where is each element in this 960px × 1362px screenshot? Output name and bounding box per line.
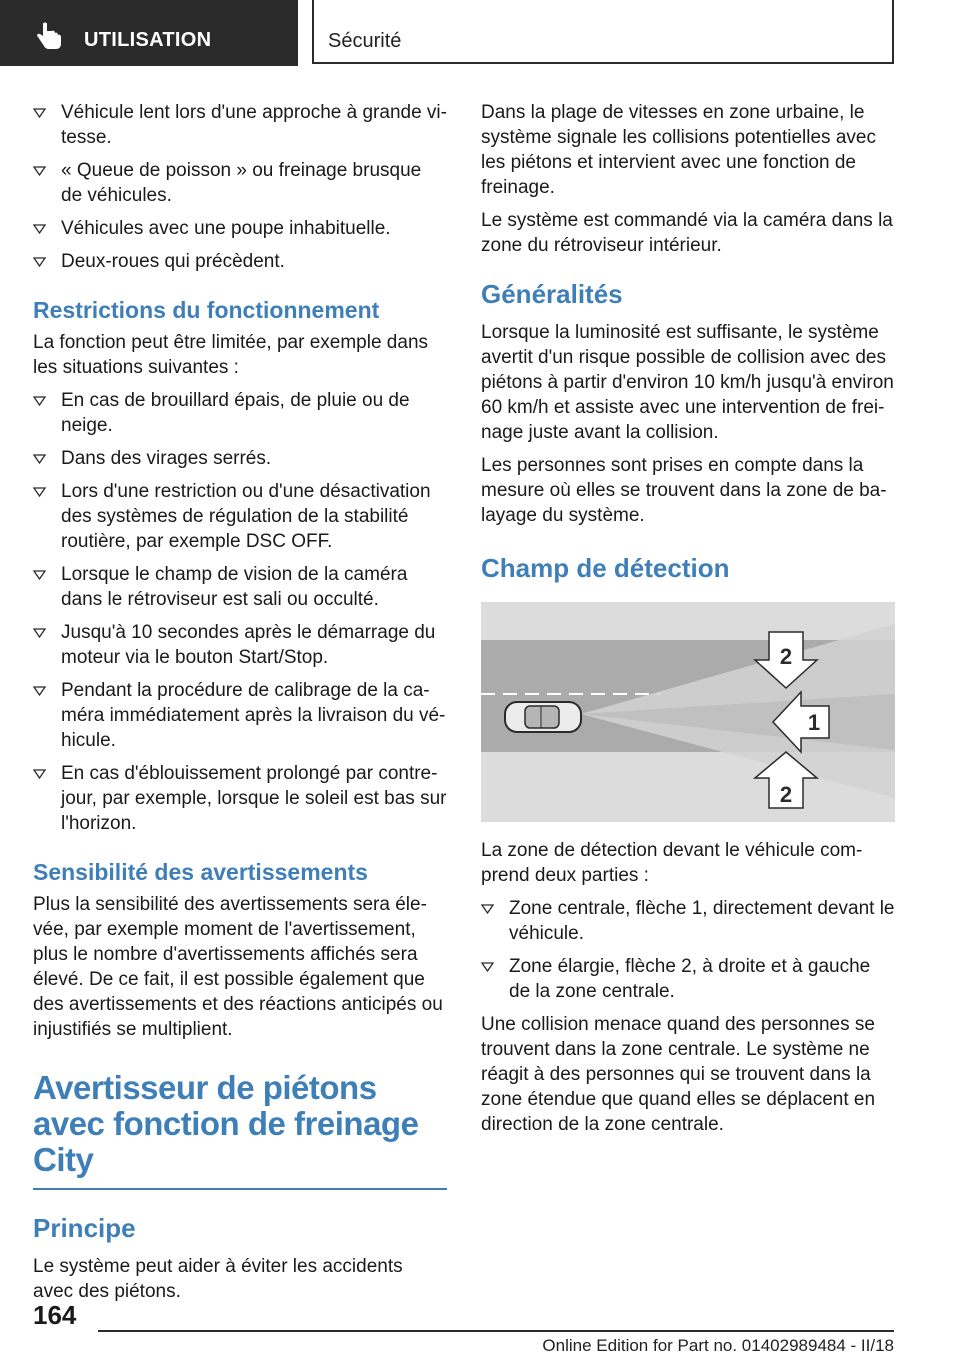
detection-zone-figure: [481, 602, 895, 822]
page-header: [0, 0, 960, 66]
list-item: [33, 158, 447, 208]
list-item-text: Véhicules avec une poupe inhabituelle.: [61, 218, 391, 239]
intro-paragraph-2: Le système est commandé via la caméra dans la zone du rétroviseur intérieur.: [481, 210, 893, 256]
arrow-2-bottom-label: 2: [779, 782, 793, 807]
chapter-tab: [312, 0, 894, 64]
list-item: [33, 479, 447, 554]
bullet-triangle-icon: [33, 769, 46, 779]
general-heading: Généralités: [481, 279, 623, 309]
bullet-triangle-icon: [33, 686, 46, 696]
arrow-1-center-label: 1: [807, 710, 821, 735]
list-item: [481, 896, 895, 946]
bullet-triangle-icon: [33, 108, 46, 118]
list-item-text: Jusqu'à 10 secondes après le démarrage du moteur via le bouton Start/Stop.: [61, 622, 436, 668]
list-item: [33, 562, 447, 612]
list-item-text: Deux-roues qui précèdent.: [61, 251, 285, 272]
main-section-title: Avertisseur de piétons avec fonction de freinage City: [33, 1070, 447, 1190]
list-item-text: Zone élargie, flèche 2, à droite et à gauche de la zone centrale.: [509, 956, 871, 1002]
bullet-triangle-icon: [33, 257, 46, 267]
car-icon: [505, 702, 581, 732]
list-item: [33, 388, 447, 438]
detection-heading: Champ de détection: [481, 553, 730, 583]
list-item-text: Véhicule lent lors d'une approche à grande vi-tesse.: [61, 102, 447, 148]
general-paragraph-1: Lorsque la luminosité est suffisante, le système avertit d'un risque possible de collision avec des piétons à partir d'environ 10 km/h jusqu'à environ 60 km/h et assiste avec une intervention de frei-nage juste avant la collision.: [481, 322, 894, 443]
bullet-triangle-icon: [33, 454, 46, 464]
bullet-triangle-icon: [33, 487, 46, 497]
edition-text: Online Edition for Part no. 01402989484 - II/18: [542, 1336, 894, 1355]
list-item: [33, 620, 447, 670]
bullet-triangle-icon: [33, 224, 46, 234]
list-item: [33, 446, 447, 471]
list-item: [481, 954, 895, 1004]
list-item-text: Lorsque le champ de vision de la caméra dans le rétroviseur est sali ou occulté.: [61, 564, 408, 610]
list-item-text: En cas d'éblouissement prolongé par contre-jour, par exemple, lorsque le soleil est bas sur l'horizon.: [61, 763, 447, 834]
bullet-triangle-icon: [33, 570, 46, 580]
left-column: [33, 100, 447, 1312]
bullet-triangle-icon: [33, 628, 46, 638]
right-column-lower: [481, 838, 895, 1145]
list-item: [33, 216, 447, 241]
list-item: [33, 100, 447, 150]
list-item-text: Pendant la procédure de calibrage de la ca-méra immédiatement après la livraison du vé-hicule.: [61, 680, 446, 751]
arrow-2-top-label: 2: [779, 644, 793, 669]
list-item-text: En cas de brouillard épais, de pluie ou de neige.: [61, 390, 410, 436]
list-item-text: Lors d'une restriction ou d'une désactivation des systèmes de régulation de la stabilité routière, par exemple DSC OFF.: [61, 481, 431, 552]
footer-divider: [98, 1330, 894, 1332]
list-item-text: Dans des virages serrés.: [61, 448, 272, 469]
hand-pointer-icon: [34, 22, 64, 50]
detection-outro: Une collision menace quand des personnes se trouvent dans la zone centrale. Le système ne réagit à des personnes qui se trouvent dans la zone étendue que quand elles se déplacent en direction de la zone centrale.: [481, 1014, 876, 1135]
list-item: [33, 678, 447, 753]
section-tab: [0, 0, 298, 66]
sensibility-text: Plus la sensibilité des avertissements sera éle-vée, par exemple moment de l'avertissement, plus le nombre d'avertissements affichés sera élevé. De ce fait, il est possible également que des avertissements et des réactions anticipés ou injustifiés se multiplient.: [33, 894, 443, 1040]
restrictions-intro: La fonction peut être limitée, par exemple dans les situations suivantes :: [33, 332, 429, 378]
sensibility-heading: Sensibilité des avertissements: [33, 859, 368, 885]
principle-text: Le système peut aider à éviter les accidents avec des piétons.: [33, 1256, 403, 1302]
bullet-triangle-icon: [481, 962, 494, 972]
section-label: UTILISATION: [84, 29, 212, 51]
bullet-triangle-icon: [33, 396, 46, 406]
chapter-label: Sécurité: [328, 30, 402, 52]
page-number: 164: [33, 1300, 77, 1330]
principle-heading: Principe: [33, 1213, 136, 1243]
general-paragraph-2: Les personnes sont prises en compte dans la mesure où elles se trouvent dans la zone de ba-layage du système.: [481, 455, 887, 526]
detection-intro: La zone de détection devant le véhicule com-prend deux parties :: [481, 840, 863, 886]
list-item-text: « Queue de poisson » ou freinage brusque de véhicules.: [61, 160, 422, 206]
bullet-triangle-icon: [33, 166, 46, 176]
restrictions-heading: Restrictions du fonctionnement: [33, 297, 380, 323]
bullet-triangle-icon: [481, 904, 494, 914]
list-item: [33, 761, 447, 836]
intro-paragraph-1: Dans la plage de vitesses en zone urbaine, le système signale les collisions potentielles avec les piétons et intervient avec une fonction de freinage.: [481, 102, 876, 198]
list-item: [33, 249, 447, 274]
list-item-text: Zone centrale, flèche 1, directement devant le véhicule.: [509, 898, 895, 944]
right-column: [481, 100, 895, 594]
